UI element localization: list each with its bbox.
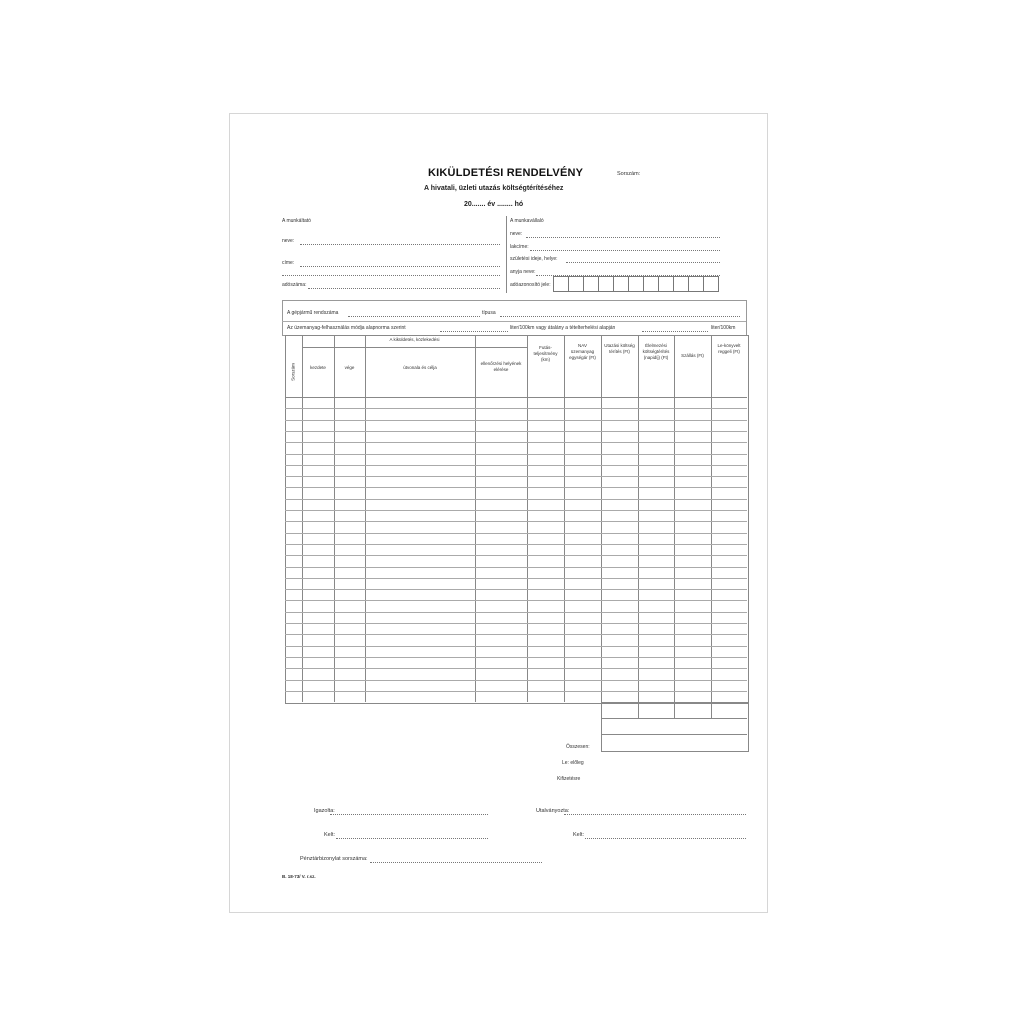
table-col-line [475, 335, 476, 702]
serial-label: Sorszám: [617, 171, 641, 177]
date-right-line[interactable] [585, 838, 746, 839]
certified-line[interactable] [330, 814, 488, 815]
vehicle-plate-line[interactable] [348, 316, 480, 317]
table-row-line [285, 612, 747, 613]
vehicle-type-label: típusa [482, 310, 496, 316]
col-lodging: Szállás (Ft) [681, 353, 704, 358]
table-row-line [285, 691, 747, 692]
summary-row-line [601, 734, 747, 735]
col-stays: ellenőrzési helyének elérése [480, 361, 522, 372]
summary-row-line [601, 718, 747, 719]
table-row-line [285, 600, 747, 601]
employer-address-label: címe: [282, 260, 295, 266]
table-row-line [285, 510, 747, 511]
summary-frame [601, 702, 749, 752]
summary-payable-label: Kifizetésre [557, 776, 581, 782]
table-row-line [285, 431, 747, 432]
table-frame [285, 335, 749, 704]
table-row-line [285, 567, 747, 568]
col-receipt: Le-könyvelt reggeli (Ft) [717, 343, 741, 354]
summary-col-line [711, 702, 712, 718]
norm-label: liter/100km vagy átalány a tételterhelési alapján [510, 325, 616, 331]
summary-total-label: Összesen: [566, 744, 590, 750]
table-row-line [285, 555, 747, 556]
header-bottom-line [285, 397, 747, 398]
vehicle-plate-label: A gépjármű rendszáma [287, 310, 339, 316]
form-title: KIKÜLDETÉSI RENDELVÉNY [428, 167, 584, 179]
form-sheet [229, 113, 768, 913]
table-row-line [285, 634, 747, 635]
table-col-line [302, 335, 303, 702]
unit-label: liter/100km [711, 325, 736, 331]
table-row-line [285, 420, 747, 421]
table-col-line [638, 335, 639, 702]
employer-tax-label: adószáma: [282, 282, 307, 288]
employer-address-line-2[interactable] [282, 275, 500, 276]
date-right-label: Kelt: [573, 832, 585, 838]
consumption-line[interactable] [440, 331, 508, 332]
table-row-line [285, 657, 747, 658]
employer-name-label: neve: [282, 238, 295, 244]
employee-residence-label: lakcíme: [510, 244, 529, 250]
date-line: 20....... év ........ hó [464, 201, 524, 208]
employee-name-label: neve: [510, 231, 523, 237]
employee-residence-line[interactable] [530, 250, 720, 251]
table-row-line [285, 578, 747, 579]
col-daily: Élelmezési költségtérítés (napidíj) (Ft) [642, 343, 670, 360]
table-col-line [365, 335, 366, 702]
form-code: B. 18-73/ V. r.sz. [282, 874, 316, 879]
summary-col-line [638, 702, 639, 718]
table-row-line [285, 544, 747, 545]
employee-taxid-label: adóazonosító jele: [510, 282, 551, 288]
col-end: vége [344, 365, 355, 370]
col-purpose: útvonala és célja [403, 365, 437, 370]
employee-birth-line[interactable] [566, 262, 720, 263]
group-header: A kiküldetés, közlekedési [389, 337, 440, 342]
table-col-line [674, 335, 675, 702]
approved-line[interactable] [564, 814, 746, 815]
table-row-line [285, 646, 747, 647]
employee-heading: A munkavállaló [510, 218, 544, 224]
table-row-line [285, 476, 747, 477]
vehicle-type-line[interactable] [500, 316, 740, 317]
table-col-line [527, 335, 528, 702]
certified-label: Igazolta: [314, 808, 335, 814]
employee-birth-label: születési ideje, helye: [510, 256, 558, 262]
col-fuel-price: NAV üzemanyag egységár (Ft) [569, 343, 596, 360]
table-col-line [334, 335, 335, 702]
voucher-label: Pénztárbizonylat sorszáma: [300, 856, 368, 862]
employee-name-line[interactable] [526, 237, 720, 238]
table-row-line [285, 499, 747, 500]
table-row-line [285, 680, 747, 681]
col-start: kezdete [310, 365, 326, 370]
table-row-line [285, 408, 747, 409]
date-left-label: Kelt: [324, 832, 336, 838]
table-col-line [601, 335, 602, 702]
col-serial: Sorszám [290, 363, 296, 381]
approved-label: Utalványozta: [536, 808, 570, 814]
table-row-line [285, 454, 747, 455]
consumption-label: Az üzemanyag-felhasználás módja alapnorma szerint [287, 325, 406, 331]
table-row-line [285, 533, 747, 534]
header-divider [506, 216, 507, 293]
table-row-line [285, 442, 747, 443]
table-row-line [285, 521, 747, 522]
voucher-line[interactable] [370, 862, 542, 863]
col-km: Futás-teljesítmény (km) [533, 345, 558, 362]
col-travel-cost: Utazási költség térítés (Ft) [604, 343, 635, 354]
employer-tax-line[interactable] [308, 288, 500, 289]
table-row-line [285, 623, 747, 624]
employer-address-line[interactable] [300, 266, 500, 267]
group-header-line [302, 347, 527, 348]
form-subtitle: A hivatali, üzleti utazás költségtérítéséhez [424, 185, 564, 192]
summary-advance-label: Le: előleg [562, 760, 584, 766]
table-row-line [285, 465, 747, 466]
table-row-line [285, 589, 747, 590]
norm-line[interactable] [642, 331, 708, 332]
employer-name-line[interactable] [300, 244, 500, 245]
employee-mother-label: anyja neve: [510, 269, 536, 275]
vehicle-divider [282, 321, 746, 322]
employer-heading: A munkáltató [282, 218, 311, 224]
summary-col-line [674, 702, 675, 718]
table-row-line [285, 668, 747, 669]
table-row-line [285, 487, 747, 488]
table-col-line [564, 335, 565, 702]
date-left-line[interactable] [336, 838, 488, 839]
table-col-line [711, 335, 712, 702]
